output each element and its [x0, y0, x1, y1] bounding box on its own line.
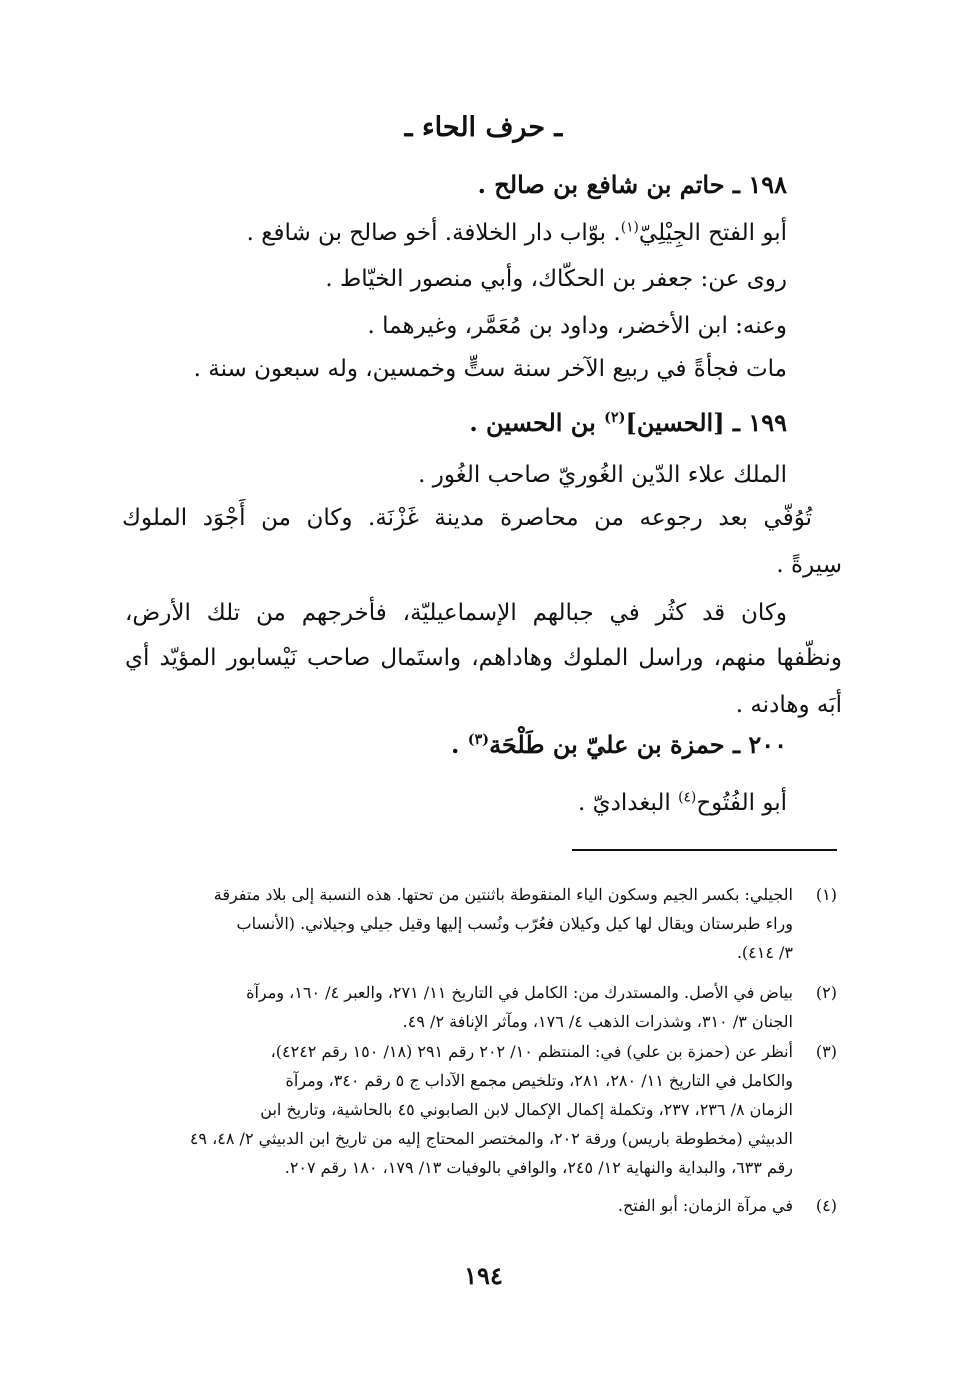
entry-199-line-5: ونظّفها منهم، وراسل الملوك وهاداهم، واستَمال صاحب نَيْسابور المؤيّد أي — [125, 645, 842, 671]
entry-198-title: ١٩٨ ـ حاتم بن شافع بن صالح . — [477, 170, 787, 199]
footnote-4 — [130, 1191, 837, 1220]
entry-200-kunya: أبو الفُتُوح — [696, 790, 787, 816]
entry-199-line-2: تُوُفّي بعد رجوعه من محاصرة مدينة غَزْنَة. وكان من أَجْوَد الملوك — [122, 505, 812, 531]
footnote-line: ٣/ ٤١٤). — [736, 943, 793, 962]
entry-200-title — [451, 730, 787, 759]
footnote-line: الدبيثي (مخطوطة باريس) ورقة ٢٠٢، والمختصر المحتاج إليه من تاريخ ابن الدبيثي ٢/ ٤٨، ٤٩ — [189, 1129, 793, 1148]
entry-199-line-4: وكان قد كثُر في جبالهم الإسماعيليّة، فأخرجهم من تلك الأرض، — [125, 600, 787, 626]
footnote-3 — [130, 1037, 837, 1182]
footnote-1 — [130, 880, 837, 967]
footnote-ref-1[interactable]: (١) — [620, 219, 639, 236]
footnote-ref-2[interactable]: (٢) — [604, 409, 626, 426]
entry-198-line-3: وعنه: ابن الأخضر، وداود بن مُعَمَّر، وغيرهما . — [367, 313, 787, 339]
entry-199-line-1: الملك علاء الدّين الغُوريّ صاحب الغُور . — [418, 462, 787, 488]
footnote-line: أنظر عن (حمزة بن علي) في: المنتظم ١٠/ ٢٠٢ رقم ٢٩١ (١٨/ ١٥٠ رقم ٤٢٤٢)، — [270, 1042, 793, 1061]
footnote-line: بياض في الأصل. والمستدرك من: الكامل في التاريخ ١١/ ٢٧١، والعبر ٤/ ١٦٠، ومرآة — [246, 983, 793, 1002]
entry-199-name: ١٩٩ ـ [الحسين] — [625, 408, 787, 437]
entry-200-nisba: البغداديّ . — [578, 790, 679, 816]
entry-200-name-rest: . — [450, 730, 468, 759]
footnote-number: (٣) — [815, 1042, 837, 1061]
footnote-line: الجيلي: بكسر الجيم وسكون الياء المنقوطة باثنتين من تحتها. هذه النسبة إلى بلاد متفرقة — [213, 885, 793, 904]
section-title: ـ حرف الحاء ـ — [404, 112, 563, 143]
footnote-line: الزمان ٨/ ٢٣٦، ٢٣٧، وتكملة إكمال الإكمال لابن الصابوني ٤٥ بالحاشية، وتاريخ ابن — [260, 1100, 793, 1119]
footnote-number: (٢) — [815, 983, 837, 1002]
footnote-number: (٤) — [815, 1196, 837, 1215]
page-number: ١٩٤ — [464, 1261, 503, 1290]
footnote-2 — [130, 978, 837, 1036]
footnote-line: الجنان ٣/ ٣١٠، وشذرات الذهب ٤/ ١٧٦، ومآثر الإنافة ٢/ ٤٩. — [402, 1012, 793, 1031]
entry-198-line-2: روى عن: جعفر بن الحكّاك، وأبي منصور الخيّاط . — [325, 266, 787, 292]
footnote-line: والكامل في التاريخ ١١/ ٢٨٠، ٢٨١، وتلخيص مجمع الآداب ج ٥ رقم ٣٤٠، ومرآة — [285, 1071, 793, 1090]
entry-199-name-rest: بن الحسين . — [469, 408, 605, 437]
footnote-separator — [572, 849, 837, 851]
footnote-ref-4[interactable]: (٤) — [678, 789, 697, 806]
entry-198-line-4: مات فجأةً في ربيع الآخر سنة ستٍّ وخمسين، وله سبعون سنة . — [193, 356, 787, 382]
entry-199-line-6: أبَه وهادنه . — [735, 692, 842, 718]
entry-198-line-1 — [247, 220, 787, 246]
entry-199-title — [469, 408, 787, 437]
footnote-line: في مرآة الزمان: أبو الفتح. — [617, 1196, 793, 1215]
footnote-line: رقم ٦٣٣، والبداية والنهاية ١٢/ ٢٤٥، والوافي بالوفيات ١٣/ ١٧٩، ١٨٠ رقم ٢٠٧. — [284, 1158, 793, 1177]
entry-198-desc: . بوّاب دار الخلافة. أخو صالح بن شافع . — [246, 220, 621, 246]
footnote-line: وراء طبرستان ويقال لها كيل وكيلان فعُرّب ونُسب إليها وقيل جيلي وجيلاني. (الأنساب — [236, 914, 793, 933]
footnote-number: (١) — [815, 885, 837, 904]
entry-199-line-3: سِيرةً . — [776, 552, 842, 578]
footnote-ref-3[interactable]: (٣) — [467, 731, 490, 748]
entry-198-kunya: أبو الفتح الجِيْلِيّ — [638, 220, 787, 246]
entry-200-line-1 — [578, 790, 787, 816]
entry-200-name: ٢٠٠ ـ حمزة بن عليّ بن طَلْحَة — [489, 730, 787, 759]
